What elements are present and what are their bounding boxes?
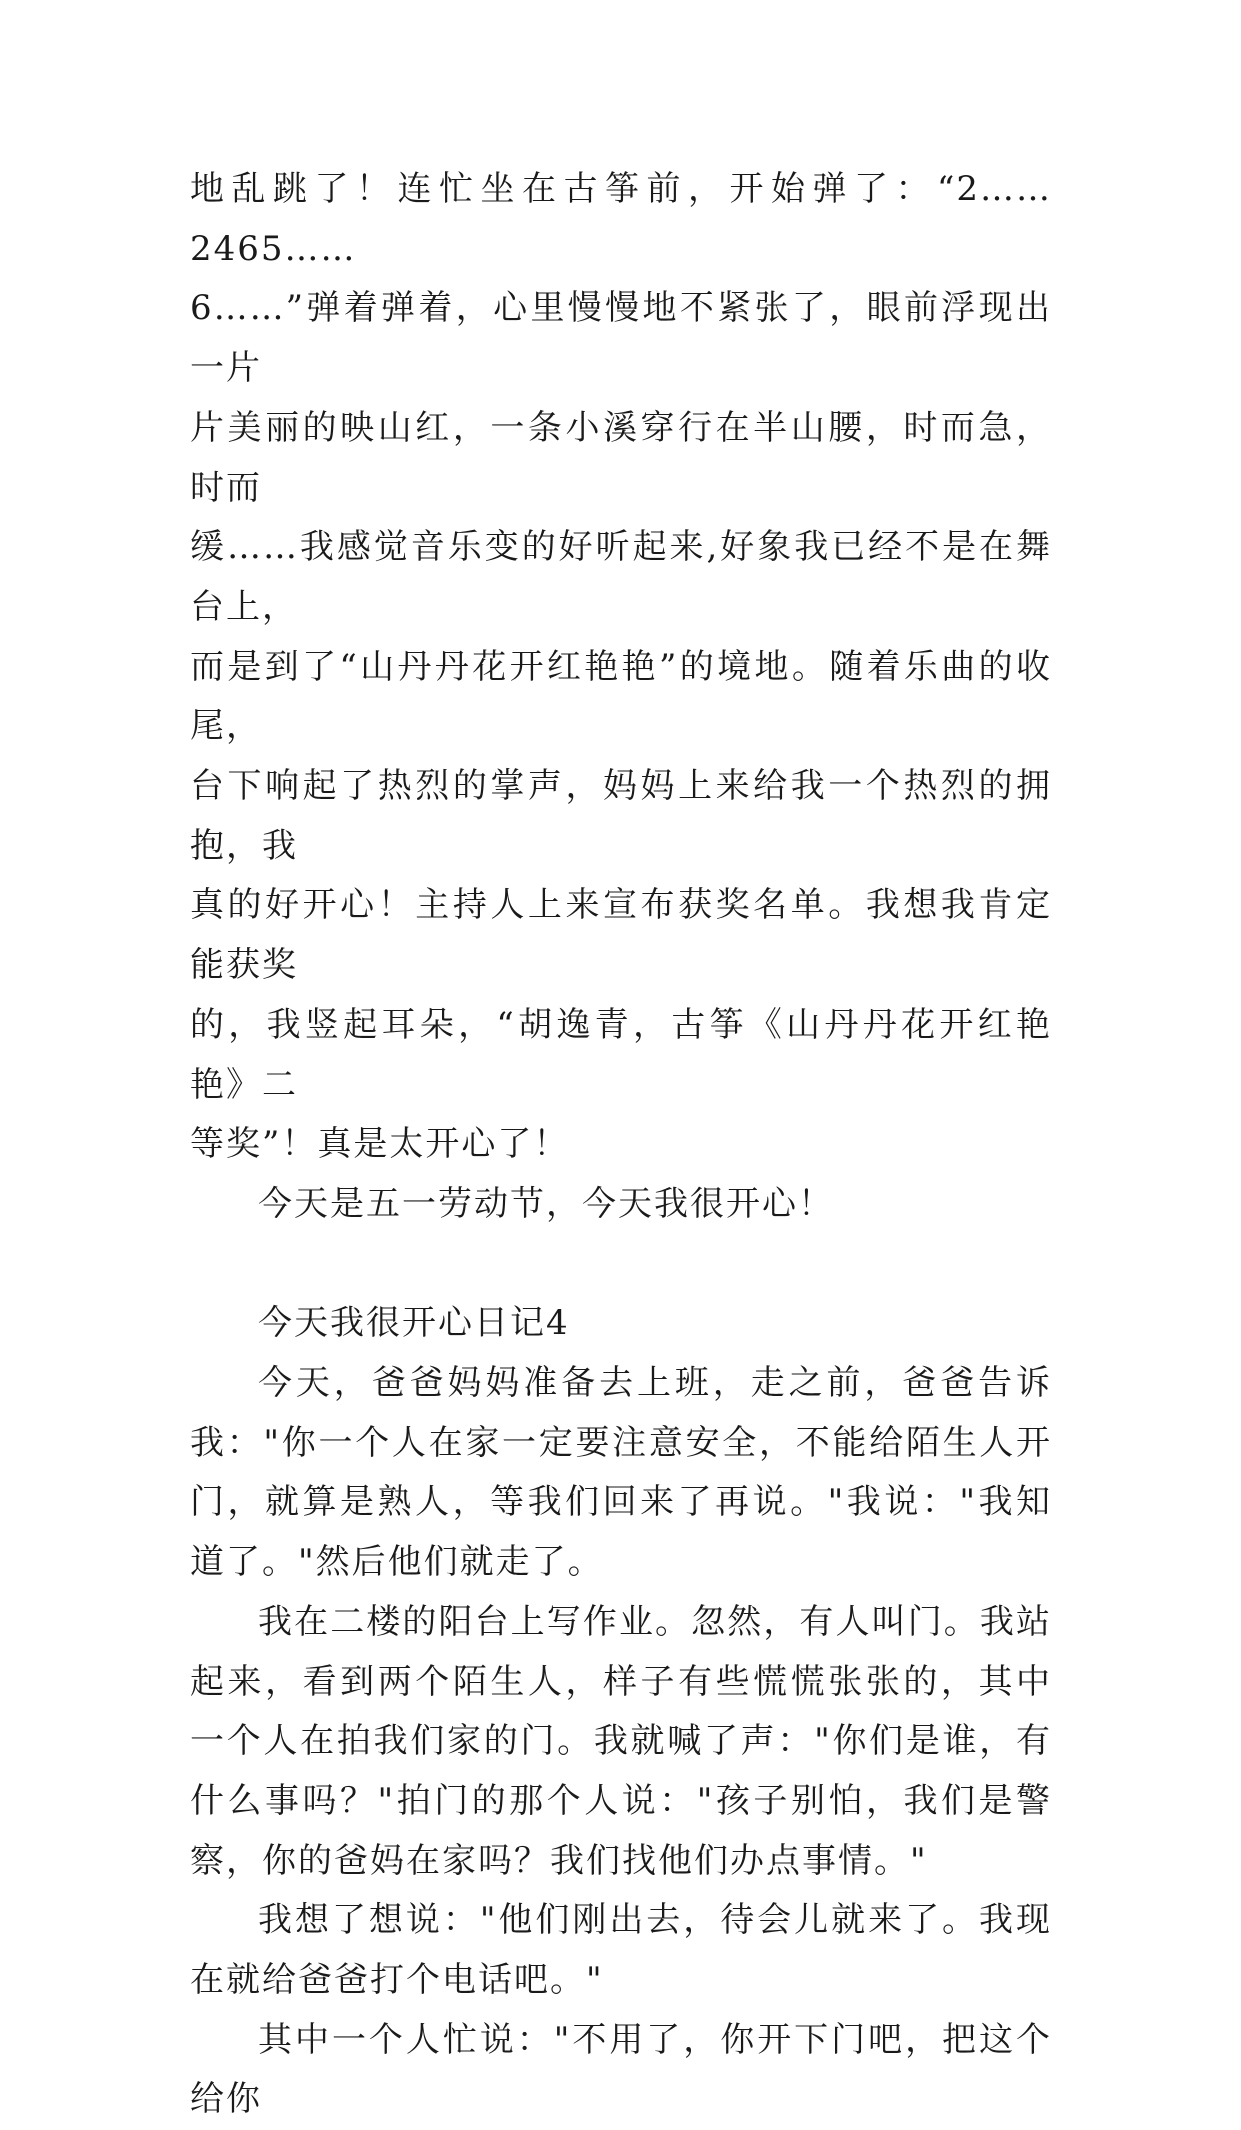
paragraph-labor-day: 今天是五一劳动节，今天我很开心！: [258, 1183, 834, 1224]
body-line: 等奖”！真是太开心了！: [190, 1124, 570, 1165]
body-line: 6……”弹着弹着，心里慢慢地不紧张了，眼前浮现出一片: [190, 288, 1052, 389]
section-heading: 今天我很开心日记4: [258, 1303, 570, 1344]
body-line: 而是到了“山丹丹花开红艳艳”的境地。随着乐曲的收尾，: [190, 646, 1052, 747]
body-line: 的，我竖起耳朵，“胡逸青，古筝《山丹丹花开红艳艳》二: [190, 1004, 1052, 1105]
body-line: 真的好开心！主持人上来宣布获奖名单。我想我肯定能获奖: [190, 885, 1052, 986]
body-line: 缓……我感觉音乐变的好听起来,好象我已经不是在舞台上，: [190, 527, 1052, 627]
paragraph: 我在二楼的阳台上写作业。忽然，有人叫门。我站起来，看到两个陌生人，样子有些慌慌张张的，其中一个人在拍我们家的门。我就喊了声："你们是谁，有什么事吗？"拍门的那个人说："孩子别怕，我们是警察，你的爸妈在家吗？我们找他们办点事情。": [190, 1601, 1052, 1881]
document-body: [190, 160, 1052, 2130]
paragraph: 我想了想说："他们刚出去，待会儿就来了。我现在就给爸爸打个电话吧。": [190, 1900, 1052, 2001]
body-line: 片美丽的映山红，一条小溪穿行在半山腰，时而急，时而: [190, 407, 1052, 508]
body-line: 台下响起了热烈的掌声，妈妈上来给我一个热烈的拥抱，我: [190, 766, 1052, 866]
body-line: 地乱跳了！连忙坐在古筝前，开始弹了：“2……2465……: [190, 169, 1052, 269]
paragraph: 今天，爸爸妈妈准备去上班，走之前，爸爸告诉我："你一个人在家一定要注意安全，不能给陌生人开门，就算是熟人，等我们回来了再说。"我说："我知道了。"然后他们就走了。: [190, 1363, 1052, 1583]
section-gap: [190, 1235, 1052, 1295]
paragraph: 其中一个人忙说："不用了，你开下门吧，把这个给你: [190, 2019, 1052, 2120]
